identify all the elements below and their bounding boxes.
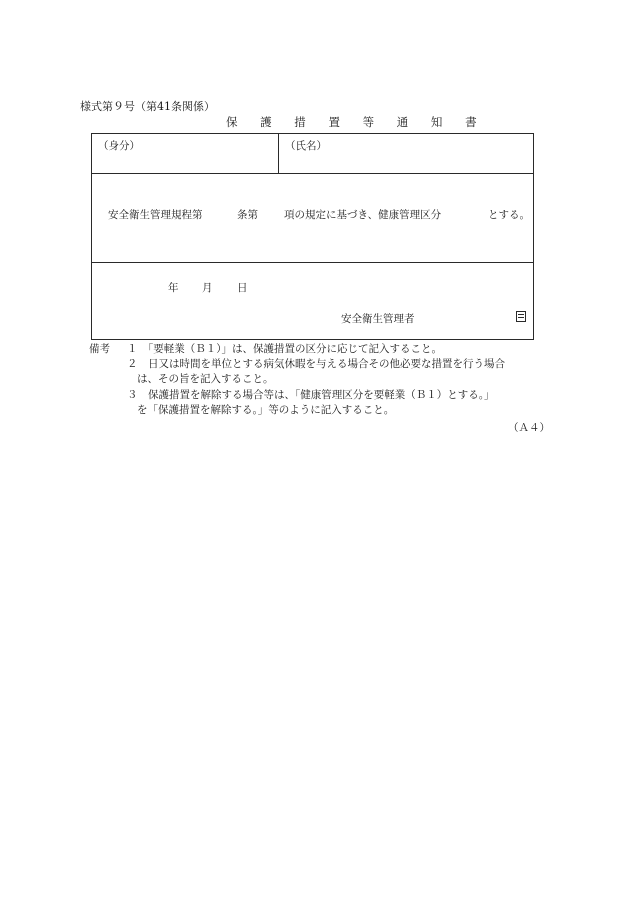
rule-article: 条第: [237, 209, 258, 221]
remark-item: ２ 日又は時間を単位とする病気休暇を与える場合その他必要な措置を行う場合: [127, 358, 505, 370]
remark-item: １ 「要軽業（Ｂ１）」は、保護措置の区分に応じて記入すること。: [127, 343, 442, 355]
remark-item: を「保護措置を解除する。」等のように記入すること。: [137, 404, 395, 416]
seal-icon: [516, 311, 526, 322]
paper-size-label: （Ａ４）: [508, 422, 550, 434]
name-label: （氏名）: [285, 140, 327, 152]
date-day-label: 日: [237, 282, 248, 294]
name-field[interactable]: [279, 134, 533, 173]
date-month-label: 月: [202, 282, 213, 294]
remark-item: ３ 保護措置を解除する場合等は、「健康管理区分を要軽業（Ｂ１）とする。」: [127, 389, 495, 401]
rule-row: [92, 174, 533, 263]
status-label: （身分）: [98, 140, 140, 152]
remark-item: は、その旨を記入すること。: [137, 373, 274, 385]
rule-prefix: 安全衛生管理規程第: [108, 209, 203, 221]
status-field[interactable]: [92, 134, 279, 173]
identity-row: [92, 134, 533, 174]
rule-suffix: とする。: [488, 209, 530, 221]
safety-manager-label: 安全衛生管理者: [341, 313, 415, 325]
document-title: 保 護 措 置 等 通 知 書: [226, 115, 487, 129]
form-number: 様式第９号（第41条関係）: [80, 100, 215, 113]
rule-clause: 項の規定に基づき、健康管理区分: [284, 209, 442, 221]
notice-form-table: [91, 133, 534, 340]
remarks-heading: 備考: [89, 343, 110, 355]
date-year-label: 年: [168, 282, 179, 294]
date-signature-row: [92, 263, 533, 339]
